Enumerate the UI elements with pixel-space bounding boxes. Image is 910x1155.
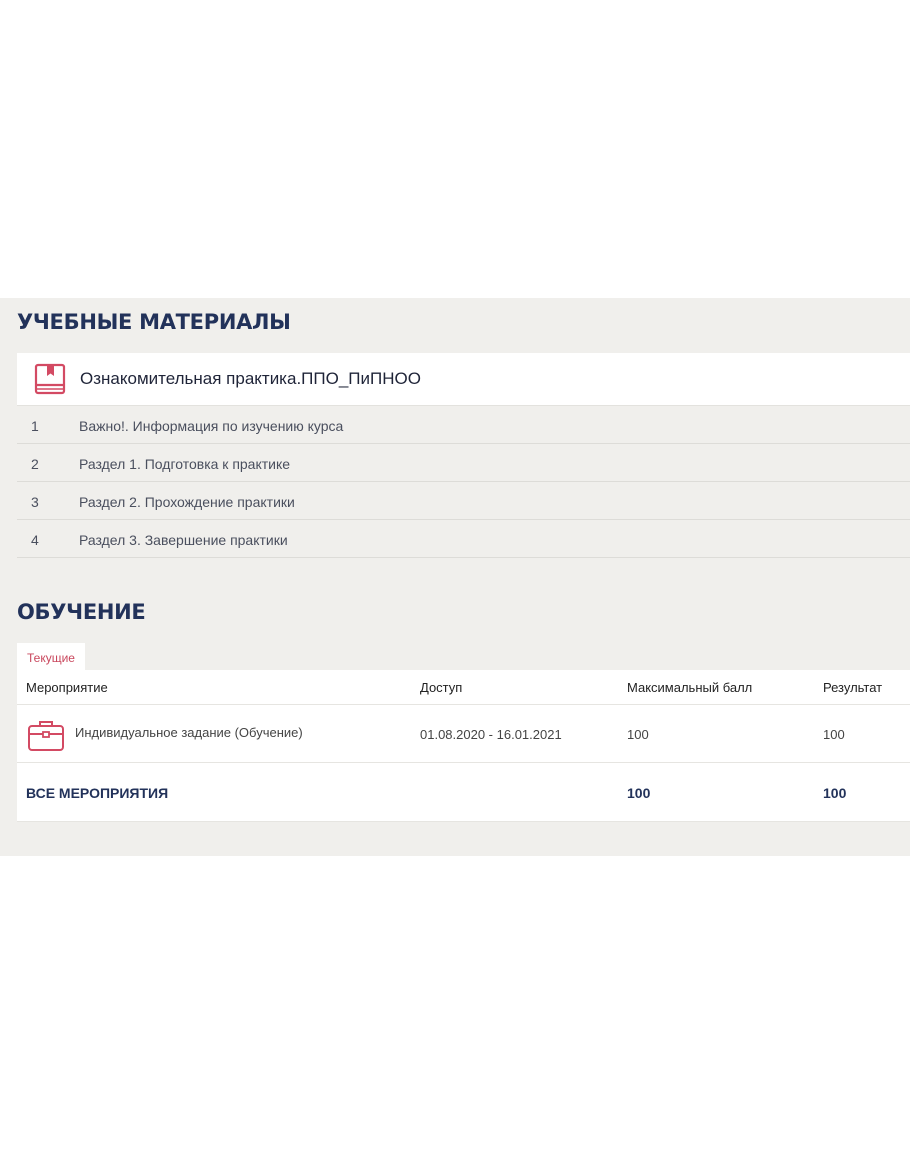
table-bottom-border (17, 821, 910, 822)
event-access: 01.08.2020 - 16.01.2021 (420, 727, 562, 742)
column-header-max-score: Максимальный балл (627, 680, 753, 695)
column-header-result: Результат (823, 680, 883, 695)
event-name-link[interactable]: Индивидуальное задание (Обучение) (75, 725, 303, 740)
content-panel (0, 298, 910, 856)
learning-title: ОБУЧЕНИЕ (17, 600, 146, 624)
column-header-event: Мероприятие (26, 680, 108, 695)
total-max-score: 100 (627, 785, 651, 801)
material-item-3[interactable] (17, 482, 910, 520)
material-label[interactable]: Раздел 2. Прохождение практики (79, 494, 295, 510)
course-header[interactable] (17, 353, 910, 406)
materials-title: УЧЕБНЫЕ МАТЕРИАЛЫ (17, 310, 291, 334)
material-label[interactable]: Раздел 1. Подготовка к практике (79, 456, 291, 472)
total-result: 100 (823, 785, 847, 801)
tab-current[interactable]: Текущие (17, 643, 85, 670)
material-label[interactable]: Раздел 3. Завершение практики (79, 532, 288, 548)
material-label[interactable]: Важно!. Информация по изучению курса (79, 418, 344, 434)
event-result: 100 (823, 727, 845, 742)
briefcase-icon (27, 718, 65, 752)
material-number: 1 (31, 418, 39, 434)
material-item-4[interactable] (17, 520, 910, 558)
material-item-2[interactable] (17, 444, 910, 482)
total-label: ВСЕ МЕРОПРИЯТИЯ (26, 785, 169, 801)
events-table (17, 670, 910, 822)
book-icon (33, 363, 67, 397)
row-divider (17, 762, 910, 763)
column-header-access: Доступ (420, 680, 463, 695)
material-number: 2 (31, 456, 39, 472)
material-number: 3 (31, 494, 39, 510)
header-divider (17, 704, 910, 705)
material-item-1[interactable] (17, 406, 910, 444)
course-title[interactable]: Ознакомительная практика.ППО_ПиПНОО (80, 369, 421, 388)
material-number: 4 (31, 532, 39, 548)
event-max-score: 100 (627, 727, 649, 742)
